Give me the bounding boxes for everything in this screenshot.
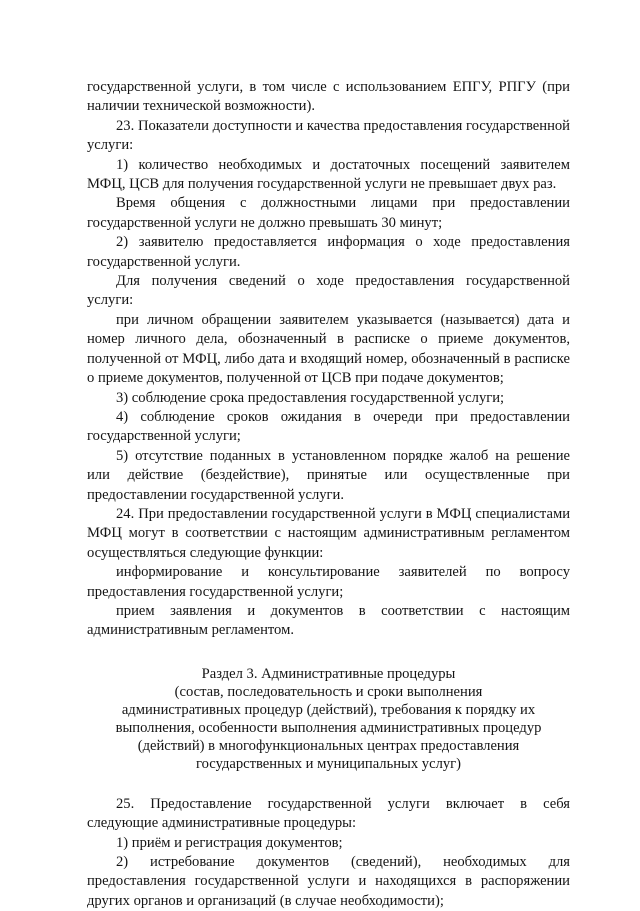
paragraph-time: Время общения с должностными лицами при предоставлении государственной услуги не должно превышать 30 минут; xyxy=(87,195,570,231)
paragraph-25: 25. Предоставление государственной услуги включает в себя следующие административные процедуры: xyxy=(87,795,570,832)
top-paragraphs xyxy=(87,78,570,641)
bottom-paragraphs xyxy=(87,795,570,911)
list-item-5: 5) отсутствие поданных в установленном порядке жалоб на решение или действие (бездействие), принятые или осуществленные при предоставлении государственной услуги. xyxy=(87,447,570,503)
section-heading xyxy=(87,665,570,773)
list-item-3: 3) соблюдение срока предоставления государственной услуги; xyxy=(116,389,505,406)
list-item-1: 1) количество необходимых и достаточных посещений заявителем МФЦ, ЦСВ для получения государственной услуги не превышает двух раз. xyxy=(87,156,570,193)
section-subtitle-line: выполнения, особенности выполнения административных процедур xyxy=(115,719,542,736)
paragraph-continuation: государственной услуги, в том числе с использованием ЕПГУ, РПГУ (при наличии технической возможности). xyxy=(87,79,570,115)
paragraph-23: 23. Показатели доступности и качества предоставления государственной услуги: xyxy=(87,117,570,154)
procedure-item-2: 2) истребование документов (сведений), необходимых для предоставления государственной услуги и находящихся в распоряжении других органов и организаций (в случае необходимости); xyxy=(87,854,570,909)
section-subtitle-line: государственных и муниципальных услуг) xyxy=(196,755,461,772)
list-item-4: 4) соблюдение сроков ожидания в очереди при предоставлении государственной услуги; xyxy=(87,408,570,445)
section-subtitle-line: (состав, последовательность и сроки выполнения xyxy=(174,683,483,700)
paragraph-24: 24. При предоставлении государственной услуги в МФЦ специалистами МФЦ могут в соответствии с настоящим административным регламентом осуществляться следующие функции: xyxy=(87,505,570,561)
list-item-2: 2) заявителю предоставляется информация о ходе предоставления государственной услуги. xyxy=(87,234,570,270)
section-title: Раздел 3. Административные процедуры xyxy=(201,665,456,682)
section-subtitle-line: (действий) в многофункциональных центрах предоставления xyxy=(137,737,520,754)
section-subtitle-line: административных процедур (действий), требования к порядку их xyxy=(121,701,536,718)
function-informing: информирование и консультирование заявителей по вопросу предоставления государственной услуги; xyxy=(87,564,570,600)
document-body xyxy=(87,78,570,911)
function-reception: прием заявления и документов в соответствии с настоящим административным регламентом. xyxy=(87,602,570,639)
paragraph-info: Для получения сведений о ходе предоставления государственной услуги: xyxy=(87,273,570,309)
paragraph-personal-visit: при личном обращении заявителем указывается (называется) дата и номер личного дела, обозначенный в расписке о приеме документов, полученной от МФЦ, либо дата и входящий номер, обозначенный в расписке о приеме документов, полученной от ЦСВ при подаче документов; xyxy=(87,311,570,387)
procedure-item-1: 1) приём и регистрация документов; xyxy=(116,834,343,851)
